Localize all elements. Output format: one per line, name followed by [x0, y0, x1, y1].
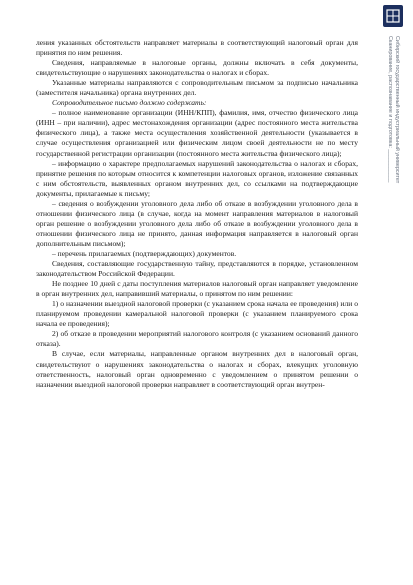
paragraph-13: В случае, если материалы, направленные органом внутренних дел в налоговый орган, свидетельствуют о нарушениях законодательства о налогах и сборах, влекущих уголовную ответственность, налоговый орган одновременно с уведомлением о принятом решении о назначении выездной налоговой проверки направляет в соответствующий орган внутрен- [36, 349, 358, 389]
watermark-line-1: Сибирский государственный индустриальный университет [394, 36, 400, 184]
paragraph-9: Сведения, составляющие государственную тайну, представляются в порядке, установленном законодательством Российской Федерации. [36, 259, 358, 279]
paragraph-10: Не позднее 10 дней с даты поступления материалов налоговый орган направляет уведомление в орган внутренних дел, направивший материалы, о принятом по ним решении: [36, 279, 358, 299]
paragraph-5: – полное наименование организации (ИНН/КПП), фамилия, имя, отчество физического лица (ИНН – при наличии), адрес местонахождения организации (адрес постоянного места жительства физического лица), а также места осуществления хозяйственной деятельности (указывается в случае осуществления организацией или физическим лицом своей деятельности не по месту государственной регистрации организации (постоянного места жительства физического лица); [36, 108, 358, 158]
paragraph-12: 2) об отказе в проведении мероприятий налогового контроля (с указанием оснований данного отказа). [36, 329, 358, 349]
paragraph-2: Сведения, направляемые в налоговые органы, должны включать в себя документы, свидетельствующие о нарушениях законодательства о налогах и сборах. [36, 58, 358, 78]
library-logo-icon [383, 5, 403, 27]
watermark-line-2: Сканирование, распознавание и подготовка: ___________ [387, 36, 393, 183]
paragraph-8: – перечень прилагаемых (подтверждающих) документов. [52, 248, 237, 258]
paragraph-6: – информацию о характере предполагаемых нарушений законодательства о налогах и сборах, принятие решения по которым относится к компетенции налоговых органов, изложение связанных с ним обстоятельств, выявленных органом внутренних дел, со ссылками на подтверждающие документы, прилагаемые к письму; [36, 158, 358, 198]
document-page [36, 38, 358, 583]
paragraph-7: – сведения о возбуждении уголовного дела либо об отказе в возбуждении уголовного дела в отношении физического лица (в случае, когда на момент направления материалов в налоговый орган решение о возбуждении уголовного дела либо об отказе в возбуждении уголовного дела в отношении физического лица не принято, данная информация направляется в налоговый орган дополнительным письмом); [36, 198, 358, 248]
vertical-watermark [386, 36, 400, 183]
paragraph-11: 1) о назначении выездной налоговой проверки (с указанием срока начала ее проведения) или о планируемом проведении камеральной налоговой проверки (с указанием планируемого срока начала ее проведения); [36, 299, 358, 329]
paragraph-4-heading: Сопроводительное письмо должно содержать: [52, 98, 207, 108]
paragraph-3: Указанные материалы направляются с сопроводительным письмом за подписью начальника (заместителя начальника) органа внутренних дел. [36, 78, 358, 98]
paragraph-1: ления указанных обстоятельств направляет материалы в соответствующий налоговый орган для принятия по ним решения. [36, 38, 358, 58]
